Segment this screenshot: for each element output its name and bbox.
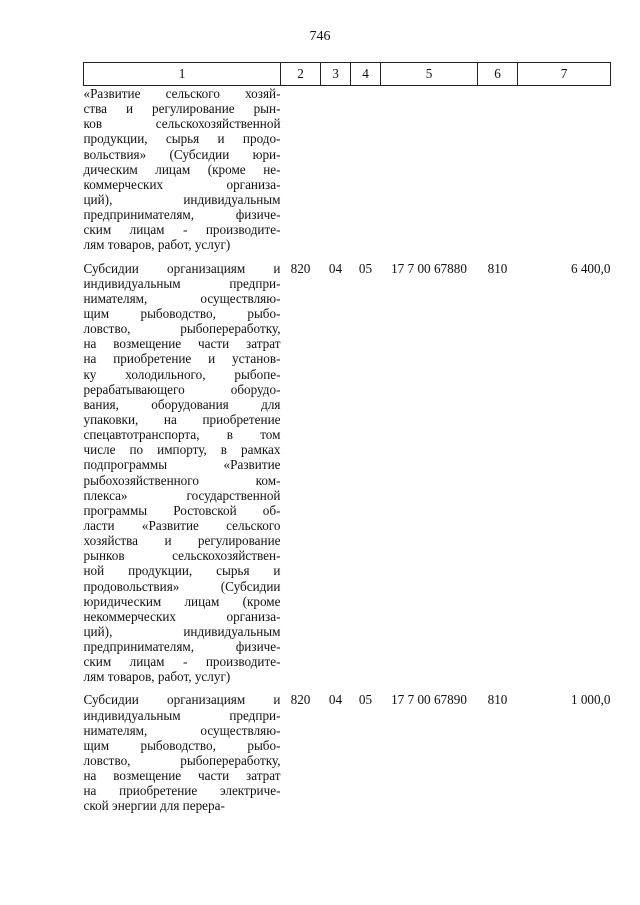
description-line: предпринимателям, физиче- [83, 207, 281, 223]
column-header-1: 1 [84, 63, 281, 86]
amount: 1 000,0 [570, 692, 611, 708]
code-ministry: 820 [290, 260, 311, 276]
description-line: коммерческих организа- [83, 176, 281, 192]
code-target-article: 17 7 00 67890 [391, 692, 467, 708]
code-subsection: 05 [358, 692, 373, 708]
column-header-4: 4 [351, 63, 381, 86]
description-line: ловство, рыбопереработку, [83, 321, 281, 337]
code-expense-type: 810 [487, 692, 508, 708]
table-body [84, 86, 611, 814]
column-header-6: 6 [478, 63, 518, 86]
description-line: нимателям, осуществляю- [83, 722, 281, 738]
amount [518, 86, 611, 253]
description-line: лям товаров, работ, услуг) [83, 669, 231, 685]
description-line: индивидуальным предпри- [83, 275, 281, 291]
description-line: продовольствия» (Субсидии [83, 578, 281, 594]
description-line: Субсидии организациям и [83, 692, 281, 708]
description-line: Субсидии организациям и [83, 260, 281, 276]
description-line: числе по импорту, в рамках [83, 442, 281, 458]
code-subsection: 05 [358, 260, 373, 276]
description-line: ства и регулирование рын- [83, 101, 281, 117]
description-line: лям товаров, работ, услуг) [83, 237, 231, 253]
description-line: на приобретение и установ- [83, 351, 281, 367]
code-section: 04 [328, 260, 343, 276]
column-header-2: 2 [281, 63, 321, 86]
description-line: щим рыбоводство, рыбо- [83, 737, 281, 753]
description-line: плекса» государственной [83, 487, 281, 503]
description-line: рынков сельскохозяйствен- [83, 548, 281, 564]
table-row [84, 86, 611, 253]
description-line: рыбохозяйственного ком- [83, 472, 281, 488]
description-line: ским лицам - производите- [83, 222, 281, 238]
code-ministry: 820 [290, 692, 311, 708]
description-line: на возмещение части затрат [83, 336, 281, 352]
code-expense-type [478, 86, 518, 253]
description-line: нимателям, осуществляю- [83, 290, 281, 306]
row-spacer [84, 684, 611, 692]
code-section: 04 [328, 692, 343, 708]
code-target-article [381, 86, 478, 253]
description-line: ку холодильного, рыбопе- [83, 366, 281, 382]
description-line: предпринимателям, физиче- [83, 639, 281, 655]
description-line: ловство, рыбопереработку, [83, 753, 281, 769]
row-description [84, 261, 281, 685]
description-line: «Развитие сельского хозяй- [83, 86, 281, 101]
table-row [84, 261, 611, 685]
description-line: ласти «Развитие сельского [83, 517, 281, 533]
description-line: щим рыбоводство, рыбо- [83, 305, 281, 321]
table-row [84, 692, 611, 813]
code-target-article: 17 7 00 67880 [391, 260, 467, 276]
code-subsection [351, 86, 381, 253]
column-header-5: 5 [381, 63, 478, 86]
description-line: хозяйства и регулирование [83, 533, 281, 549]
description-line: на приобретение электриче- [83, 783, 281, 799]
code-ministry [281, 86, 321, 253]
description-line: некоммерческих организа- [83, 608, 281, 624]
description-line: подпрограммы «Развитие [83, 457, 281, 473]
row-description [84, 692, 281, 813]
description-line: дическим лицам (кроме не- [83, 161, 281, 177]
header-row [84, 63, 611, 86]
description-line: продукции, сырья и продо- [83, 131, 281, 147]
row-spacer [84, 253, 611, 261]
page-number: 746 [309, 29, 331, 44]
row-description [84, 86, 281, 253]
column-header-7: 7 [518, 63, 611, 86]
description-line: на возмещение части затрат [83, 768, 281, 784]
description-line: ским лицам - производите- [83, 654, 281, 670]
description-line: индивидуальным предпри- [83, 707, 281, 723]
description-line: вольствия» (Субсидии юри- [83, 146, 281, 162]
description-line: рерабатывающего оборудо- [83, 381, 281, 397]
description-line: ций), индивидуальным [83, 191, 281, 207]
description-line: ций), индивидуальным [83, 623, 281, 639]
description-line: ной продукции, сырья и [83, 563, 281, 579]
description-line: ской энергии для перера- [83, 798, 225, 814]
description-line: ков сельскохозяйственной [83, 116, 281, 132]
amount: 6 400,0 [570, 260, 611, 276]
description-line: вания, оборудования для [83, 396, 281, 412]
column-header-3: 3 [321, 63, 351, 86]
budget-table [83, 62, 611, 814]
description-line: юридическим лицам (кроме [83, 593, 281, 609]
description-line: спецавтотранспорта, в том [83, 427, 281, 443]
description-line: программы Ростовской об- [83, 502, 281, 518]
code-section [321, 86, 351, 253]
description-line: упаковки, на приобретение [83, 411, 281, 427]
code-expense-type: 810 [487, 260, 508, 276]
